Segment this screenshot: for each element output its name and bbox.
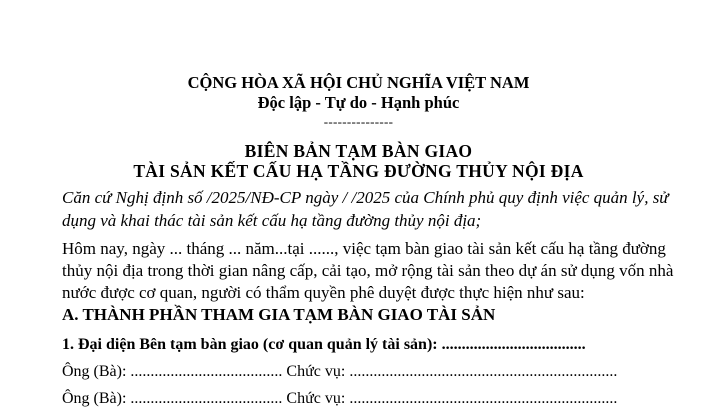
intro-paragraph-line-1: Hôm nay, ngày ... tháng ... năm...tại ......, việc tạm bàn giao tài sản kết cấu hạ tầng đường — [62, 239, 666, 258]
national-title: CỘNG HÒA XÃ HỘI CHỦ NGHĨA VIỆT NAM — [187, 73, 530, 92]
header-divider: --------------- — [323, 114, 394, 129]
representative-line-1: Ông (Bà): ...................................... Chức vụ: ................................................................... — [62, 363, 618, 380]
intro-paragraph-line-2: thủy nội địa trong thời gian nâng cấp, cải tạo, mở rộng tài sản theo dự án sử dụng vốn nhà — [62, 261, 674, 280]
representative-line-2: Ông (Bà): ...................................... Chức vụ: ................................................................... — [62, 390, 618, 407]
legal-basis-line-1: Căn cứ Nghị định số /2025/NĐ-CP ngày / /2025 của Chính phủ quy định việc quản lý, sử — [62, 188, 669, 207]
document-title-line-1: BIÊN BẢN TẠM BÀN GIAO — [244, 141, 473, 161]
document-title-line-2: TÀI SẢN KẾT CẤU HẠ TẦNG ĐƯỜNG THỦY NỘI ĐỊA — [133, 161, 584, 181]
national-motto: Độc lập - Tự do - Hạnh phúc — [257, 93, 460, 112]
section-a-heading: A. THÀNH PHẦN THAM GIA TẠM BÀN GIAO TÀI SẢN — [62, 305, 496, 324]
legal-basis-line-2: dụng và khai thác tài sản kết cấu hạ tầng đường thủy nội địa; — [62, 211, 482, 230]
item-1-heading: 1. Đại diện Bên tạm bàn giao (cơ quan quản lý tài sản): .................................... — [62, 336, 586, 353]
intro-paragraph-line-3: nước được cơ quan, người có thẩm quyền phê duyệt được thực hiện như sau: — [62, 283, 585, 302]
